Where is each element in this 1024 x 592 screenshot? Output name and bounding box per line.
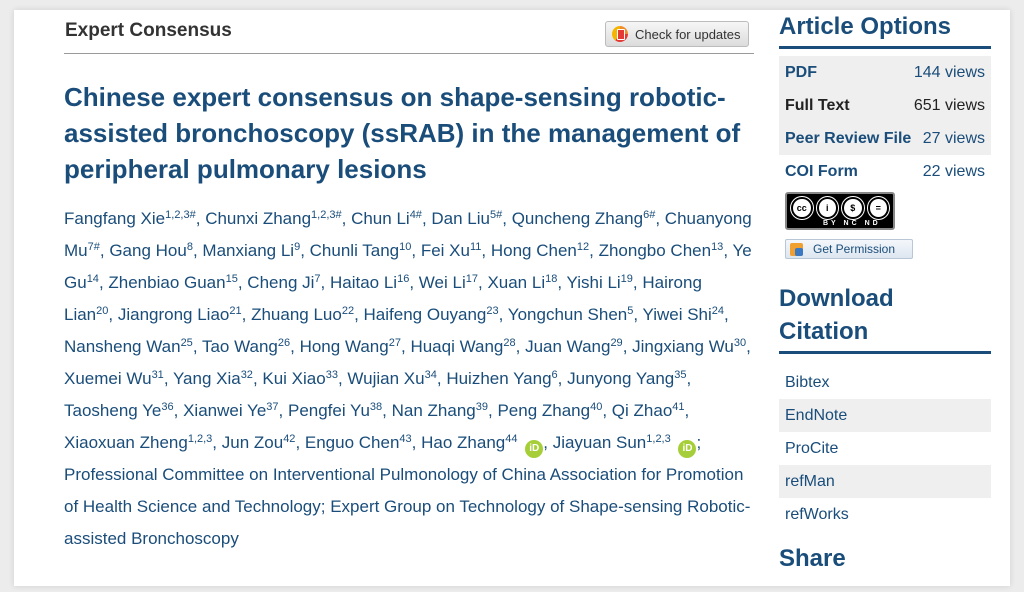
- author-affiliation: 14: [86, 273, 99, 285]
- author-affiliation: 40: [590, 401, 603, 413]
- author-affiliation: 44: [505, 433, 518, 445]
- author-link[interactable]: Peng Zhang: [497, 401, 591, 420]
- author-link[interactable]: Hong Chen: [490, 241, 577, 260]
- option-views: 27 views: [922, 129, 985, 147]
- author-link[interactable]: Tao Wang: [201, 337, 278, 356]
- author-affiliation: 5: [627, 305, 634, 317]
- author-link[interactable]: Jiangrong Liao: [117, 305, 230, 324]
- author-affiliation: 33: [325, 369, 338, 381]
- author-affiliation: 20: [96, 305, 109, 317]
- author-link[interactable]: Chunxi Zhang: [205, 209, 312, 228]
- author-affiliation: 16: [397, 273, 410, 285]
- author-link[interactable]: Chuanyong Mu: [64, 209, 752, 260]
- orcid-icon[interactable]: iD: [525, 440, 543, 458]
- author-affiliation: 23: [486, 305, 499, 317]
- citation-bibtex[interactable]: Bibtex: [785, 373, 830, 391]
- option-name: Full Text: [785, 96, 850, 114]
- author-link[interactable]: Gang Hou: [109, 241, 187, 260]
- author-affiliation: 1,2,3#: [311, 209, 342, 221]
- author-link[interactable]: Juan Wang: [525, 337, 611, 356]
- author-link[interactable]: Wujian Xu: [347, 369, 425, 388]
- author-affiliation: 7: [314, 273, 321, 285]
- sidebar: [779, 10, 991, 573]
- author-link[interactable]: Junyong Yang: [567, 369, 675, 388]
- article-title: Chinese expert consensus on shape-sensing robotic-assisted bronchoscopy (ssRAB) in the management of peripheral pulmonary lesions: [64, 82, 741, 184]
- author-affiliation: 30: [733, 337, 747, 349]
- check-for-updates-label: Check for updates: [635, 26, 741, 42]
- option-coi-form[interactable]: [779, 155, 991, 188]
- article-options-list: [779, 56, 991, 188]
- author-affiliation: 13: [711, 241, 724, 253]
- option-views: 22 views: [922, 162, 985, 180]
- author-link[interactable]: Fei Xu: [420, 241, 470, 260]
- author-link[interactable]: Yang Xia: [172, 369, 241, 388]
- creative-commons-license-badge[interactable]: [785, 192, 895, 230]
- author-affiliation: 4#: [409, 209, 422, 221]
- author-link[interactable]: Dan Liu: [431, 209, 490, 228]
- author-link[interactable]: Haitao Li: [329, 273, 398, 292]
- author-affiliation: 38: [369, 401, 383, 413]
- author-affiliation: 1,2,3#: [165, 209, 196, 221]
- license-text: BY NC ND: [823, 220, 881, 227]
- author-link[interactable]: Zhongbo Chen: [598, 241, 712, 260]
- author-link[interactable]: Xiaoxuan Zheng: [64, 433, 188, 452]
- option-views: 144 views: [913, 63, 985, 81]
- author-affiliation: 21: [229, 305, 242, 317]
- author-link[interactable]: Xianwei Ye: [183, 401, 267, 420]
- author-link[interactable]: Chunli Tang: [309, 241, 400, 260]
- download-citation-line2: Citation: [779, 318, 869, 345]
- author-link[interactable]: Quncheng Zhang: [511, 209, 644, 228]
- author-link[interactable]: Hao Zhang: [421, 433, 506, 452]
- author-link[interactable]: Taosheng Ye: [64, 401, 162, 420]
- author-link[interactable]: Nansheng Wan: [64, 337, 181, 356]
- section-header: [64, 10, 754, 54]
- option-name[interactable]: PDF: [785, 63, 817, 81]
- get-permission-button[interactable]: [785, 239, 913, 259]
- author-affiliation: 43: [399, 433, 412, 445]
- author-link[interactable]: Hairong Lian: [64, 273, 702, 324]
- get-permission-label: Get Permission: [813, 242, 896, 256]
- nc-icon: $: [842, 197, 864, 219]
- author-affiliation: 12: [576, 241, 590, 253]
- author-affiliation: 6#: [643, 209, 656, 221]
- author-affiliation: 1,2,3: [187, 433, 213, 445]
- author-affiliation: 32: [240, 369, 253, 381]
- author-affiliation: 31: [151, 369, 164, 381]
- author-link[interactable]: Wei Li: [418, 273, 466, 292]
- nd-icon: =: [868, 197, 890, 219]
- option-name[interactable]: COI Form: [785, 162, 858, 180]
- author-affiliation: 37: [266, 401, 279, 413]
- check-for-updates-button[interactable]: [605, 21, 749, 47]
- author-link[interactable]: Enguo Chen: [304, 433, 400, 452]
- author-link[interactable]: Zhuang Luo: [251, 305, 342, 324]
- author-affiliation: 22: [341, 305, 355, 317]
- author-affiliation: 11: [469, 241, 482, 253]
- cc-icon: cc: [791, 197, 813, 219]
- author-link[interactable]: Zhenbiao Guan: [108, 273, 226, 292]
- citation-refworks[interactable]: refWorks: [785, 505, 849, 523]
- author-link[interactable]: Huizhen Yang: [446, 369, 552, 388]
- author-affiliation: 35: [674, 369, 687, 381]
- author-affiliation: 42: [283, 433, 296, 445]
- author-link[interactable]: Huaqi Wang: [410, 337, 504, 356]
- author-link[interactable]: Yishi Li: [566, 273, 621, 292]
- author-link[interactable]: Jun Zou: [221, 433, 284, 452]
- author-link[interactable]: Jingxiang Wu: [632, 337, 734, 356]
- permission-icon: [790, 243, 803, 256]
- author-affiliation: 5#: [490, 209, 503, 221]
- author-affiliation: 27: [388, 337, 401, 349]
- by-icon: i: [817, 197, 839, 219]
- author-list: Fangfang Xie$^{1,2,3\#}$, Chunxi Zhang$^{1,2,3\#}$, Chun $Li^{4\#}$, Dan Liu$^{5\#}$, Quncheng Zhang$^{6\#}$, Chuanyong $Mu^{7\#}$, Gang Hou$^8$, Manxiang Li$^9$, Chunli Tang$^{10}$, Fei Xu$^{11}$, Hong Chen$^{12}$, Zhongbo Chen$^{13}$, Ye Gu$^{14}$, Zhenbiao Guan$^{15}$, Cheng Ji$^7$, Haitao Li$^{16}$, Wei Li$^{17}$, Xuan Li$^{18}$, Yishi Li$^{19}$, Hairong Lian$^{20}$, Jiangrong Liao$^{21}$, Zhuang Luo$^{22}$, Haifeng Ouyang$^{23}$, Yongchun Shen$^5$, Yiwei Shi$^{24}$, Nansheng Wan$^{25}$, Tao Wang$^{26}$, Hong Wang$^{27}$, Huaqi Wang$^{28}$, Juan Wang$^{29}$, Jingxiang Wu$^{30}$, Xuemei Wu$^{31}$, Yang Xia$^{32}$, Kui Xiao$^{33}$, Wujian Xu$^{34}$, Huizhen Yang$^6$, Junyong Yang$^{35}$, Taosheng Ye$^{36}$, Xianwei Ye$^{37}$, Pengfei Yu$^{38}$, Nan Zhang$^{39}$, Peng Zhang$^{40}$, Qi Zhao$^{41}$, Xiaoxuan Zheng$^{1,2,3}$, Jun Zou$^{42}$, Enguo Chen$^{43}$, Hao Zhang$^{44}$ iD , Jiayuan Sun$^{1,2,3}$ iD ; Professional Committee on Interventional Pulmonology of China Association for Promotion of Health Science and Technology; Expert Group on Technology of Shape-sensing Robotic-assisted Bronchoscopy: [64, 209, 752, 548]
- author-affiliation: 29: [610, 337, 623, 349]
- option-name[interactable]: Peer Review File: [785, 129, 912, 147]
- author-affiliation: 25: [180, 337, 193, 349]
- author-affiliation: 7#: [87, 241, 100, 253]
- option-pdf[interactable]: [779, 56, 991, 89]
- citation-format-list: [779, 366, 991, 531]
- author-affiliation: 6: [551, 369, 558, 381]
- author-affiliation: 8: [186, 241, 193, 253]
- group-authors: ; Professional Committee on Interventional Pulmonology of China Association for Promotion of Health Science and Technology; Expert Group on Technology of Shape-sensing Robotic-assisted Bronchoscopy: [64, 433, 751, 548]
- author-affiliation: 36: [161, 401, 174, 413]
- orcid-icon[interactable]: iD: [678, 440, 696, 458]
- author-affiliation: 17: [465, 273, 478, 285]
- author-link[interactable]: Kui Xiao: [262, 369, 326, 388]
- author-affiliation: 24: [711, 305, 725, 317]
- author-affiliation: 1,2,3: [646, 433, 671, 445]
- author-link[interactable]: Haifeng Ouyang: [363, 305, 487, 324]
- crossmark-icon: [612, 26, 628, 42]
- author-affiliation: 41: [672, 401, 685, 413]
- citation-endnote[interactable]: EndNote: [779, 399, 991, 432]
- author-link[interactable]: Fangfang Xie: [64, 209, 166, 228]
- article-options-heading: Article Options: [779, 10, 991, 49]
- share-heading: Share: [779, 545, 846, 572]
- author-link[interactable]: Yiwei Shi: [642, 305, 712, 324]
- author-link[interactable]: Manxiang Li: [202, 241, 295, 260]
- author-affiliation: 19: [620, 273, 633, 285]
- author-link[interactable]: Pengfei Yu: [287, 401, 370, 420]
- author-link[interactable]: Jiayuan Sun: [552, 433, 647, 452]
- author-affiliation: 18: [545, 273, 558, 285]
- author-affiliation: 39: [475, 401, 488, 413]
- author-link[interactable]: Hong Wang: [299, 337, 389, 356]
- author-link[interactable]: Qi Zhao: [611, 401, 673, 420]
- section-label: Expert Consensus: [65, 20, 232, 41]
- author-affiliation: 10: [399, 241, 412, 253]
- author-affiliation: 26: [277, 337, 291, 349]
- author-affiliation: 28: [503, 337, 516, 349]
- citation-procite[interactable]: ProCite: [785, 439, 839, 457]
- option-full-text[interactable]: [779, 89, 991, 122]
- author-link[interactable]: Yongchun Shen: [507, 305, 628, 324]
- author-link[interactable]: Nan Zhang: [391, 401, 476, 420]
- download-citation-heading: [779, 282, 991, 354]
- author-link[interactable]: Xuemei Wu: [64, 369, 152, 388]
- author-link[interactable]: Cheng Ji: [247, 273, 315, 292]
- author-link[interactable]: Ye Gu: [64, 241, 752, 292]
- page-frame: [14, 10, 1010, 586]
- author-link[interactable]: Chun Li: [351, 209, 410, 228]
- option-peer-review-file[interactable]: [779, 122, 991, 155]
- author-affiliation: 9: [294, 241, 301, 253]
- citation-refman[interactable]: refMan: [779, 465, 991, 498]
- author-link[interactable]: Xuan Li: [487, 273, 546, 292]
- option-views: 651 views: [913, 96, 985, 114]
- main-column: [64, 10, 754, 555]
- author-affiliation: 15: [225, 273, 238, 285]
- author-affiliation: 34: [424, 369, 437, 381]
- download-citation-line1: Download: [779, 285, 894, 312]
